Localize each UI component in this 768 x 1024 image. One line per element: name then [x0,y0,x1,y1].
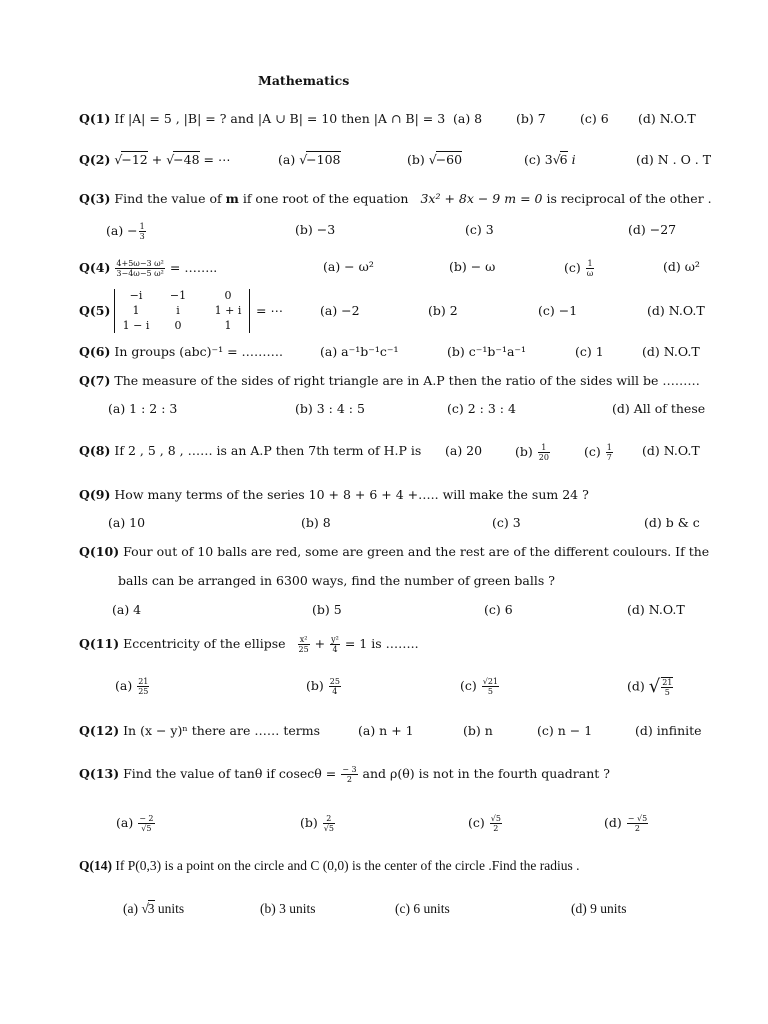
option-c: (c) 3 [465,222,494,237]
denominator: √5 [323,824,334,833]
denominator: 5 [487,687,493,696]
option-suffix: i [567,152,576,167]
fraction [586,259,595,278]
question-tail: = 1 is …….. [340,636,419,651]
question-13 [79,765,610,784]
matrix-cell: 0 [174,319,182,332]
option-b: (b) 5 [312,602,342,617]
option-label: (c) [584,444,605,459]
option-a: (a) 10 [108,515,146,530]
fraction [298,635,310,654]
option-d: (d) N.O.T [627,602,685,617]
fraction [330,635,340,654]
option-c [468,814,503,833]
denominator: 3 [139,232,145,241]
question-number: Q(13) [79,766,120,781]
option-label: (b) [407,152,429,167]
question-number: Q(2) [79,152,111,167]
question-text: If 2 , 5 , 8 , …… is an A.P then 7th term of H.P is [114,443,422,458]
question-text-end: is reciprocal of the other . [542,191,712,206]
option-a: (a) 8 [453,111,483,126]
option-a: (a) a⁻¹b⁻¹c⁻¹ [320,344,399,359]
denominator: 25 [298,645,309,654]
question-12 [79,723,320,739]
question-4 [79,259,217,278]
question-number: Q(12) [79,723,120,738]
numerator: − 2 [139,814,154,823]
option-label: (a) [278,152,300,167]
radicand: −108 [306,152,341,167]
option-b: (b) 2 [428,303,458,318]
option-d: (d) ω² [663,259,700,274]
question-number: Q(4) [79,260,111,275]
sqrt-sign: √ [114,152,123,167]
question-text: Find the value of tanθ if cosecθ = [123,766,337,781]
fraction [138,814,154,833]
option-b: (b) −3 [295,222,336,237]
option-label: (c) 3 [524,152,553,167]
option-d: (d) infinite [635,723,702,738]
denominator: 2 [493,824,499,833]
option-b [515,443,551,462]
fraction [538,443,550,462]
question-text: If P(0,3) is a point on the circle and C (0,0) is the center of the circle .Find the radius . [115,858,580,873]
question-7 [79,373,700,389]
denominator: √5 [141,824,152,833]
plus-sign: + [314,636,326,651]
numerator: − √5 [627,814,648,823]
numerator: 1 [587,259,593,268]
question-8 [79,443,421,459]
option-c: (c) 2 : 3 : 4 [447,401,516,416]
option-b: (b) − ω [449,259,496,274]
question-tail: = ⋯ [199,152,231,167]
question-text: The measure of the sides of right triangle are in A.P then the ratio of the sides will be ……… [114,373,700,388]
option-label: (d) [627,678,649,694]
option-d: (d) N.O.T [642,443,700,458]
option-c: (c) 6 [484,602,513,617]
radicand: 3 [147,901,155,916]
question-text-cont: and ρ(θ) is not in the fourth quadrant ? [358,766,610,781]
plus-sign: + [151,152,167,167]
question-6 [79,344,283,360]
option-a: (a) −2 [320,303,360,318]
fraction [137,677,149,696]
matrix-cell: −1 [169,289,187,302]
question-number: Q(6) [79,344,111,359]
question-number: Q(9) [79,487,111,502]
question-text: How many terms of the series 10 + 8 + 6 + 4 +….. will make the sum 24 ? [114,487,589,502]
sqrt-sign: √ [166,152,175,167]
numerator: 1 [606,443,612,452]
question-tail: = …….. [169,260,218,275]
question-tail: = ⋯ [256,303,283,318]
fraction [323,814,335,833]
question-text: Four out of 10 balls are red, some are green and the rest are of the different coulours. If the [123,544,710,559]
question-number: Q(11) [79,636,120,651]
option-a: (a) n + 1 [358,723,414,738]
option-c: (c) 3 [492,515,521,530]
question-number: Q(14) [79,858,112,873]
option-d: (d) 9 units [571,901,627,916]
question-number: Q(8) [79,443,111,458]
option-d: (d) N.O.T [642,344,700,359]
matrix-cell: −i [129,289,143,302]
denominator: 3−4ω−5 ω² [116,269,164,278]
numerator: 2 [323,814,335,824]
question-text: If |A| = 5 , |B| = ? and |A ∪ B| = 10 then |A ∩ B| = 3 [114,111,446,126]
question-text-cont: if one root of the equation [238,191,409,206]
option-c [564,259,595,278]
question-text: In groups (abc)⁻¹ = ………. [114,344,284,359]
numerator: 4+5ω−3 ω² [116,259,164,268]
option-a: (a) 20 [445,443,483,458]
question-14 [79,858,580,874]
option-b [306,677,342,696]
matrix-cell: 0 [224,289,232,302]
option-label: (a) [123,901,142,916]
matrix-cell: i [176,304,180,317]
option-a: (a) √3 units [123,901,185,916]
question-1 [79,111,445,127]
option-b: (b) 7 [516,111,546,126]
option-a: (a) 4 [112,602,142,617]
denominator: 5 [664,688,670,697]
fraction [490,814,502,833]
option-d: (d) b & c [644,515,700,530]
determinant-left-bar [114,289,115,333]
question-number: Q(1) [79,111,111,126]
option-c: (c) 6 [580,111,609,126]
denominator: 20 [538,453,549,462]
option-b: (b) 3 units [260,901,316,916]
fraction [341,765,357,784]
question-9 [79,487,589,503]
option-c: (c) 3√6 i [524,152,576,167]
fraction [627,814,648,833]
question-text: Eccentricity of the ellipse [123,636,286,651]
question-10-cont: balls can be arranged in 6300 ways, find the number of green balls ? [118,573,555,588]
numerator: 25 [329,677,340,686]
numerator: √5 [490,814,501,823]
option-c: (c) 1 [575,344,604,359]
option-label: (b) [300,815,322,830]
option-d [604,814,649,833]
radicand: −12 [121,152,148,167]
option-label: (a) [116,815,138,830]
numerator: √21 [482,677,499,686]
option-a [115,677,150,696]
denominator: 4 [332,645,338,654]
option-c: (c) −1 [538,303,578,318]
option-suffix: units [154,901,185,916]
option-b [300,814,336,833]
option-label: (c) [468,815,489,830]
numerator: 21 [138,677,149,686]
option-b: (b) 8 [301,515,331,530]
variable-m: m [225,191,239,206]
option-a [106,222,147,241]
option-label: (b) [306,678,328,693]
option-c: (c) n − 1 [537,723,593,738]
denominator: ω [586,269,594,278]
page-title: Mathematics [258,73,350,88]
option-label: (c) [564,260,585,275]
matrix-cell: 1 [132,304,140,317]
radicand: −48 [173,152,200,167]
option-a [116,814,156,833]
option-b: (b) n [463,723,493,738]
option-a: (a) − ω² [323,259,374,274]
fraction [115,259,164,278]
question-number: Q(5) [79,303,111,318]
matrix-cell: 1 − i [122,319,150,332]
question-11 [79,635,419,654]
option-c [460,677,500,696]
option-d: (d) N . O . T [636,152,712,167]
question-number: Q(10) [79,544,120,559]
fraction [661,677,673,697]
numerator: 1 [139,222,145,231]
option-label: (a) [115,678,137,693]
option-d: (d) All of these [612,401,706,416]
option-c [584,443,614,462]
matrix-cell: 1 [224,319,232,332]
equation: 3x² + 8x − 9 m = 0 [420,191,543,206]
question-2 [79,152,230,168]
numerator: − 3 [342,765,357,774]
question-number: Q(7) [79,373,111,388]
question-text: In (x − y)ⁿ there are …… terms [123,723,320,738]
question-5-number [79,303,110,319]
option-label: (b) [515,444,537,459]
radicand: 6 [559,152,568,167]
option-c: (c) 6 units [395,901,450,916]
determinant-right-bar [249,289,250,333]
fraction [139,222,146,241]
radicand: −60 [435,152,463,167]
question-number: Q(3) [79,191,111,206]
question-3 [79,191,712,207]
option-label: (c) [460,678,481,693]
option-label: (d) [604,815,626,830]
sqrt-sign: √ [648,676,661,697]
question-text: Find the value of [114,191,226,206]
numerator: 1 [538,443,550,453]
option-label: (a) − [106,223,138,238]
option-d: (d) N.O.T [638,111,696,126]
denominator: 7 [606,453,612,462]
option-d [627,677,674,697]
matrix-cell: 1 + i [214,304,242,317]
fraction [606,443,613,462]
option-b: (b) c⁻¹b⁻¹a⁻¹ [447,344,527,359]
denominator: 2 [634,824,640,833]
numerator: y² [331,635,339,644]
denominator: 2 [346,775,352,784]
fraction [329,677,341,696]
denominator: 4 [332,687,338,696]
fraction [482,677,499,696]
option-a: (a) 1 : 2 : 3 [108,401,178,416]
option-b: (b) √−60 [407,152,463,167]
numerator: 21 [662,678,673,687]
option-b: (b) 3 : 4 : 5 [295,401,365,416]
determinant [114,289,250,333]
question-10 [79,544,709,560]
denominator: 25 [138,687,149,696]
option-d: (d) N.O.T [647,303,705,318]
option-d: (d) −27 [628,222,677,237]
option-a: (a) √−108 [278,152,341,167]
numerator: x² [298,635,310,645]
